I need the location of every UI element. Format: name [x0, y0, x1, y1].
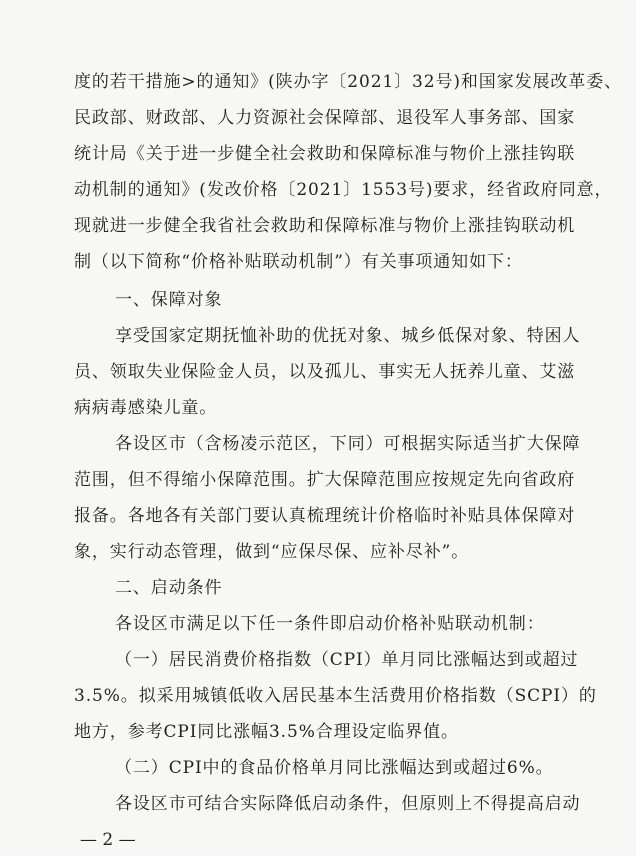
text-line: 病病毒感染儿童。 [74, 398, 218, 418]
text-line: 报备。各地各有关部门要认真梳理统计价格临时补贴具体保障对 [74, 506, 576, 526]
text-line: 范围，但不得缩小保障范围。扩大保障范围应按规定先向省政府 [74, 470, 576, 490]
text-line: 现就进一步健全我省社会救助和保障标准与物价上涨挂钩联动机 [74, 216, 576, 236]
text-line: 各设区市满足以下任一条件即启动价格补贴联动机制： [115, 614, 545, 634]
text-line: 制（以下简称“价格补贴联动机制”）有关事项通知如下： [74, 252, 523, 272]
text-line: （一）居民消费价格指数（CPI）单月同比涨幅达到或超过 [115, 650, 579, 670]
section-heading: 二、启动条件 [115, 578, 223, 598]
text-line: 地方，参考CPI同比涨幅3.5%合理设定临界值。 [74, 722, 459, 742]
section-heading: 一、保障对象 [115, 290, 223, 310]
text-line: 民政部、财政部、人力资源社会保障部、退役军人事务部、国家 [74, 108, 576, 128]
text-line: 象，实行动态管理，做到“应保尽保、应补尽补”。 [74, 542, 470, 562]
text-line: 3.5%。拟采用城镇低收入居民基本生活费用价格指数（SCPI）的 [74, 686, 597, 706]
page-number: — 2 — [80, 830, 136, 850]
text-line: 度的若干措施>的通知》(陕办字〔2021〕32号)和国家发展改革委、 [74, 72, 623, 92]
text-line: （二）CPI中的食品价格单月同比涨幅达到或超过6%。 [115, 758, 554, 778]
text-line: 享受国家定期抚恤补助的优抚对象、城乡低保对象、特困人 [115, 326, 581, 346]
text-line: 动机制的通知》(发改价格〔2021〕1553号)要求，经省政府同意， [74, 180, 613, 200]
text-line: 各设区市（含杨凌示范区，下同）可根据实际适当扩大保障 [115, 434, 581, 454]
text-line: 统计局《关于进一步健全社会救助和保障标准与物价上涨挂钩联 [74, 144, 576, 164]
text-line: 员、领取失业保险金人员，以及孤儿、事实无人抚养儿童、艾滋 [74, 362, 576, 382]
text-line: 各设区市可结合实际降低启动条件，但原则上不得提高启动 [115, 794, 581, 814]
